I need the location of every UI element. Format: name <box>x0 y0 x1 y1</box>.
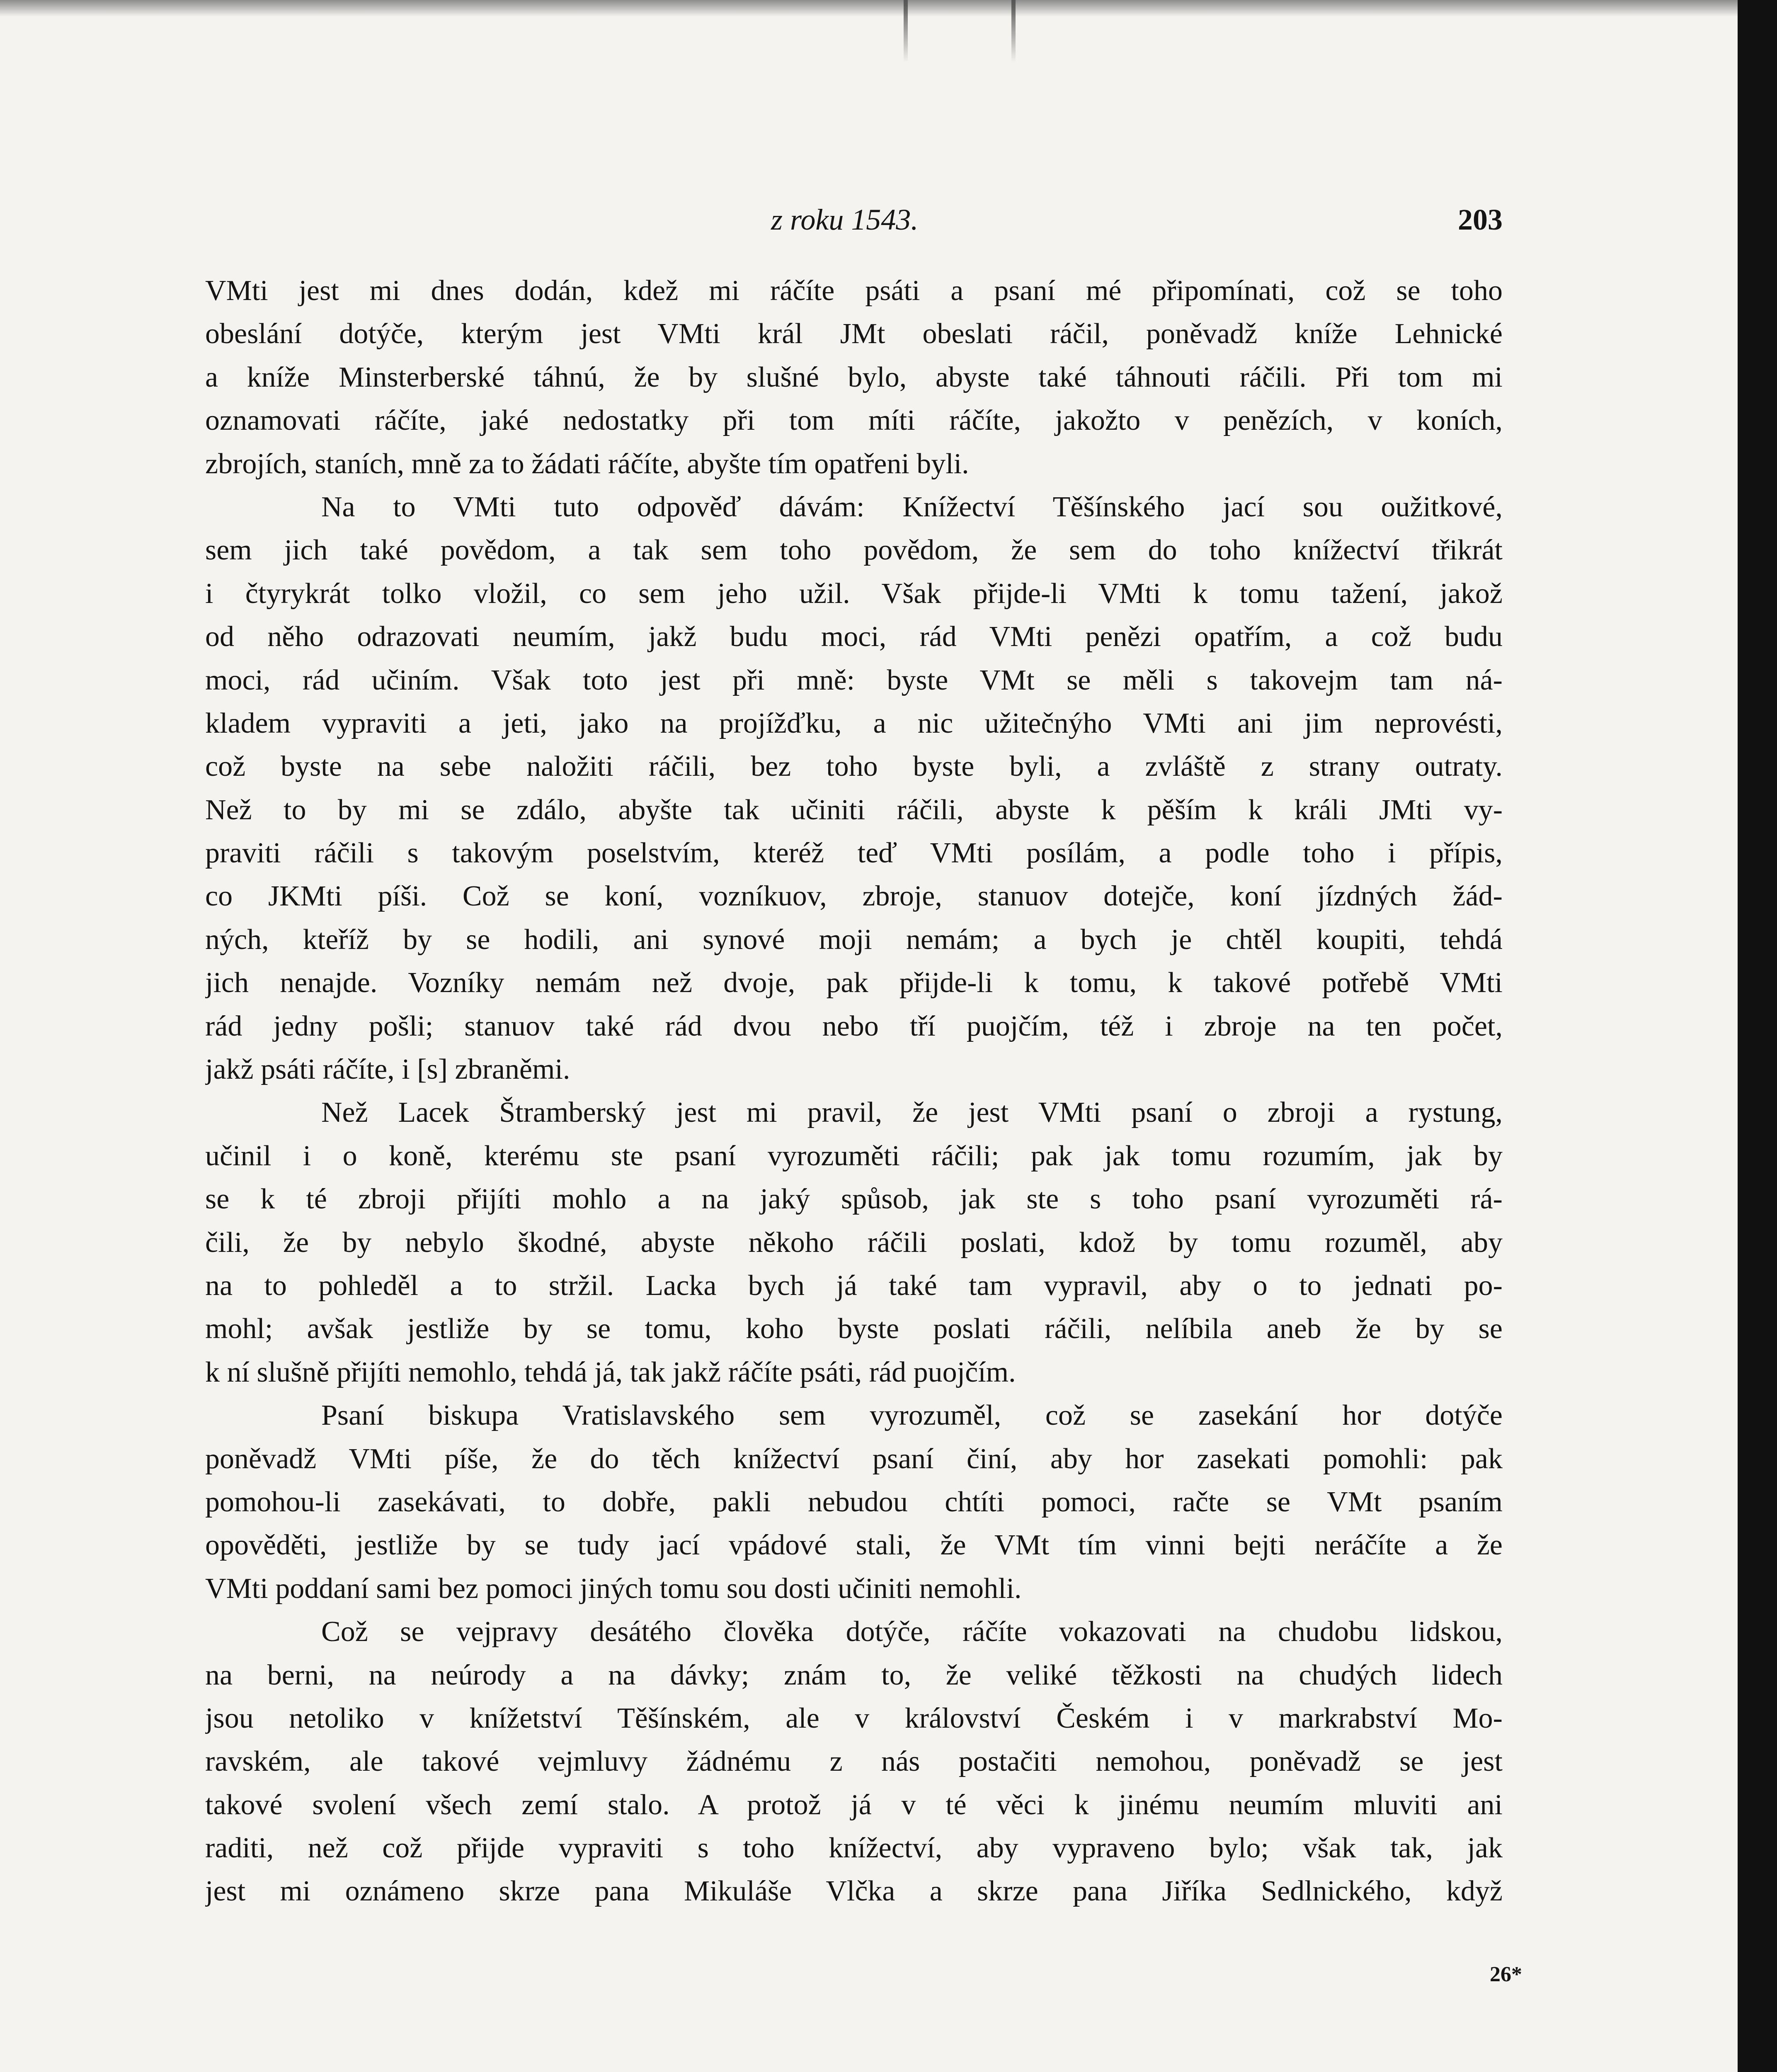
text-line: zbrojích, staních, mně za to žádati ráčíte, abyšte tím opatřeni byli. <box>205 448 969 480</box>
text-line: k ní slušně přijíti nemohlo, tehdá já, tak jakž ráčíte psáti, rád puojčím. <box>205 1356 1016 1388</box>
body-text <box>205 269 1503 1913</box>
text-line: VMti jest mi dnes dodán, kdež mi ráčíte psáti a psaní mé připomínati, což se toho <box>205 275 1503 307</box>
text-line: raditi, než což přijde vypraviti s toho knížectví, aby vypraveno bylo; však tak, jak <box>205 1832 1503 1864</box>
text-line: což byste na sebe naložiti ráčili, bez toho byste byli, a zvláště z strany outraty. <box>205 750 1503 783</box>
running-title: z roku 1543. <box>771 203 919 236</box>
text-line: čili, že by nebylo škodné, abyste někoho ráčili poslati, kdož by tomu rozuměl, aby <box>205 1226 1503 1259</box>
fold-shadow <box>904 0 908 62</box>
page-number: 203 <box>1458 203 1503 236</box>
paragraph-first-line: Na to VMti tuto odpověď dávám: Knížectví Těšínského jací sou oužitkové, <box>321 491 1503 523</box>
text-line: pomohou-li zasekávati, to dobře, pakli nebudou chtíti pomoci, račte se VMt psaním <box>205 1486 1503 1518</box>
paragraph-first-line: Než Lacek Štramberský jest mi pravil, že jest VMti psaní o zbroji a rystung, <box>321 1097 1503 1129</box>
text-line: jsou netoliko v knížetství Těšínském, ale v království Českém i v markrabství Mo- <box>205 1702 1503 1734</box>
text-line: od něho odrazovati neumím, jakž budu moci, rád VMti penězi opatřím, a což budu <box>205 621 1503 653</box>
text-line: obeslání dotýče, kterým jest VMti král JMt obeslati ráčil, poněvadž kníže Lehnické <box>205 318 1503 350</box>
text-line: rád jedny pošli; stanuov také rád dvou nebo tří puojčím, též i zbroje na ten počet, <box>205 1010 1503 1042</box>
signature-mark: 26* <box>1490 1963 1522 1986</box>
text-line: i čtyrykrát tolko vložil, co sem jeho užil. Však přijde-li VMti k tomu tažení, jakož <box>205 577 1503 610</box>
text-line: Než to by mi se zdálo, abyšte tak učiniti ráčili, abyste k pěším k králi JMti vy- <box>205 794 1503 826</box>
scan-shadow-top <box>0 0 1777 17</box>
text-line: učinil i o koně, kterému ste psaní vyrozuměti ráčili; pak jak tomu rozumím, jak by <box>205 1140 1503 1172</box>
text-line: na to pohleděl a to stržil. Lacka bych já také tam vypravil, aby o to jednati po- <box>205 1269 1503 1302</box>
text-line: poněvadž VMti píše, že do těch knížectví psaní činí, aby hor zasekati pomohli: pak <box>205 1443 1503 1475</box>
text-line: jich nenajde. Vozníky nemám než dvoje, pak přijde-li k tomu, k takové potřebě VMti <box>205 967 1503 999</box>
paragraph-first-line: Což se vejpravy desátého člověka dotýče, ráčíte vokazovati na chudobu lidskou, <box>321 1616 1503 1648</box>
text-line: ných, kteříž by se hodili, ani synové moji nemám; a bych je chtěl koupiti, tehdá <box>205 923 1503 956</box>
text-line: kladem vypraviti a jeti, jako na projížďku, a nic užitečnýho VMti ani jim neprovésti, <box>205 707 1503 739</box>
text-line: VMti poddaní sami bez pomoci jiných tomu sou dosti učiniti nemohli. <box>205 1572 1022 1605</box>
paragraph-first-line: Psaní biskupa Vratislavského sem vyrozuměl, což se zasekání hor dotýče <box>321 1399 1503 1432</box>
text-line: jakž psáti ráčíte, i [s] zbraněmi. <box>205 1053 570 1086</box>
text-line: se k té zbroji přijíti mohlo a na jaký spůsob, jak ste s toho psaní vyrozuměti rá- <box>205 1183 1503 1215</box>
scan-border-right <box>1738 0 1777 2072</box>
text-line: takové svolení všech zemí stalo. A protož já v té věci k jinému neumím mluviti ani <box>205 1789 1503 1821</box>
text-line: moci, rád učiním. Však toto jest při mně: byste VMt se měli s takovejm tam ná- <box>205 664 1503 696</box>
text-line: sem jich také povědom, a tak sem toho povědom, že sem do toho knížectví třikrát <box>205 534 1503 566</box>
text-line: jest mi oznámeno skrze pana Mikuláše Vlčka a skrze pana Jiříka Sedlnického, když <box>205 1875 1503 1907</box>
text-line: na berni, na neúrody a na dávky; znám to, že veliké těžkosti na chudých lidech <box>205 1659 1503 1691</box>
running-header <box>205 197 1503 242</box>
text-line: oznamovati ráčíte, jaké nedostatky při tom míti ráčíte, jakožto v penězích, v koních, <box>205 404 1503 437</box>
text-line: opověděti, jestliže by se tudy jací vpádové stali, že VMt tím vinni bejti neráčíte a že <box>205 1529 1503 1561</box>
text-line: a kníže Minsterberské táhnú, že by slušné bylo, abyste také táhnouti ráčili. Při tom mi <box>205 361 1503 393</box>
text-line: ravském, ale takové vejmluvy žádnému z nás postačiti nemohou, poněvadž se jest <box>205 1745 1503 1778</box>
text-line: praviti ráčili s takovým poselstvím, kteréž teď VMti posílám, a podle toho i přípis, <box>205 837 1503 869</box>
text-line: co JKMti píši. Což se koní, vozníkuov, zbroje, stanuov dotejče, koní jízdných žád- <box>205 880 1503 913</box>
fold-shadow <box>1011 0 1016 62</box>
text-line: mohl; avšak jestliže by se tomu, koho byste poslati ráčili, nelíbila aneb že by se <box>205 1313 1503 1345</box>
